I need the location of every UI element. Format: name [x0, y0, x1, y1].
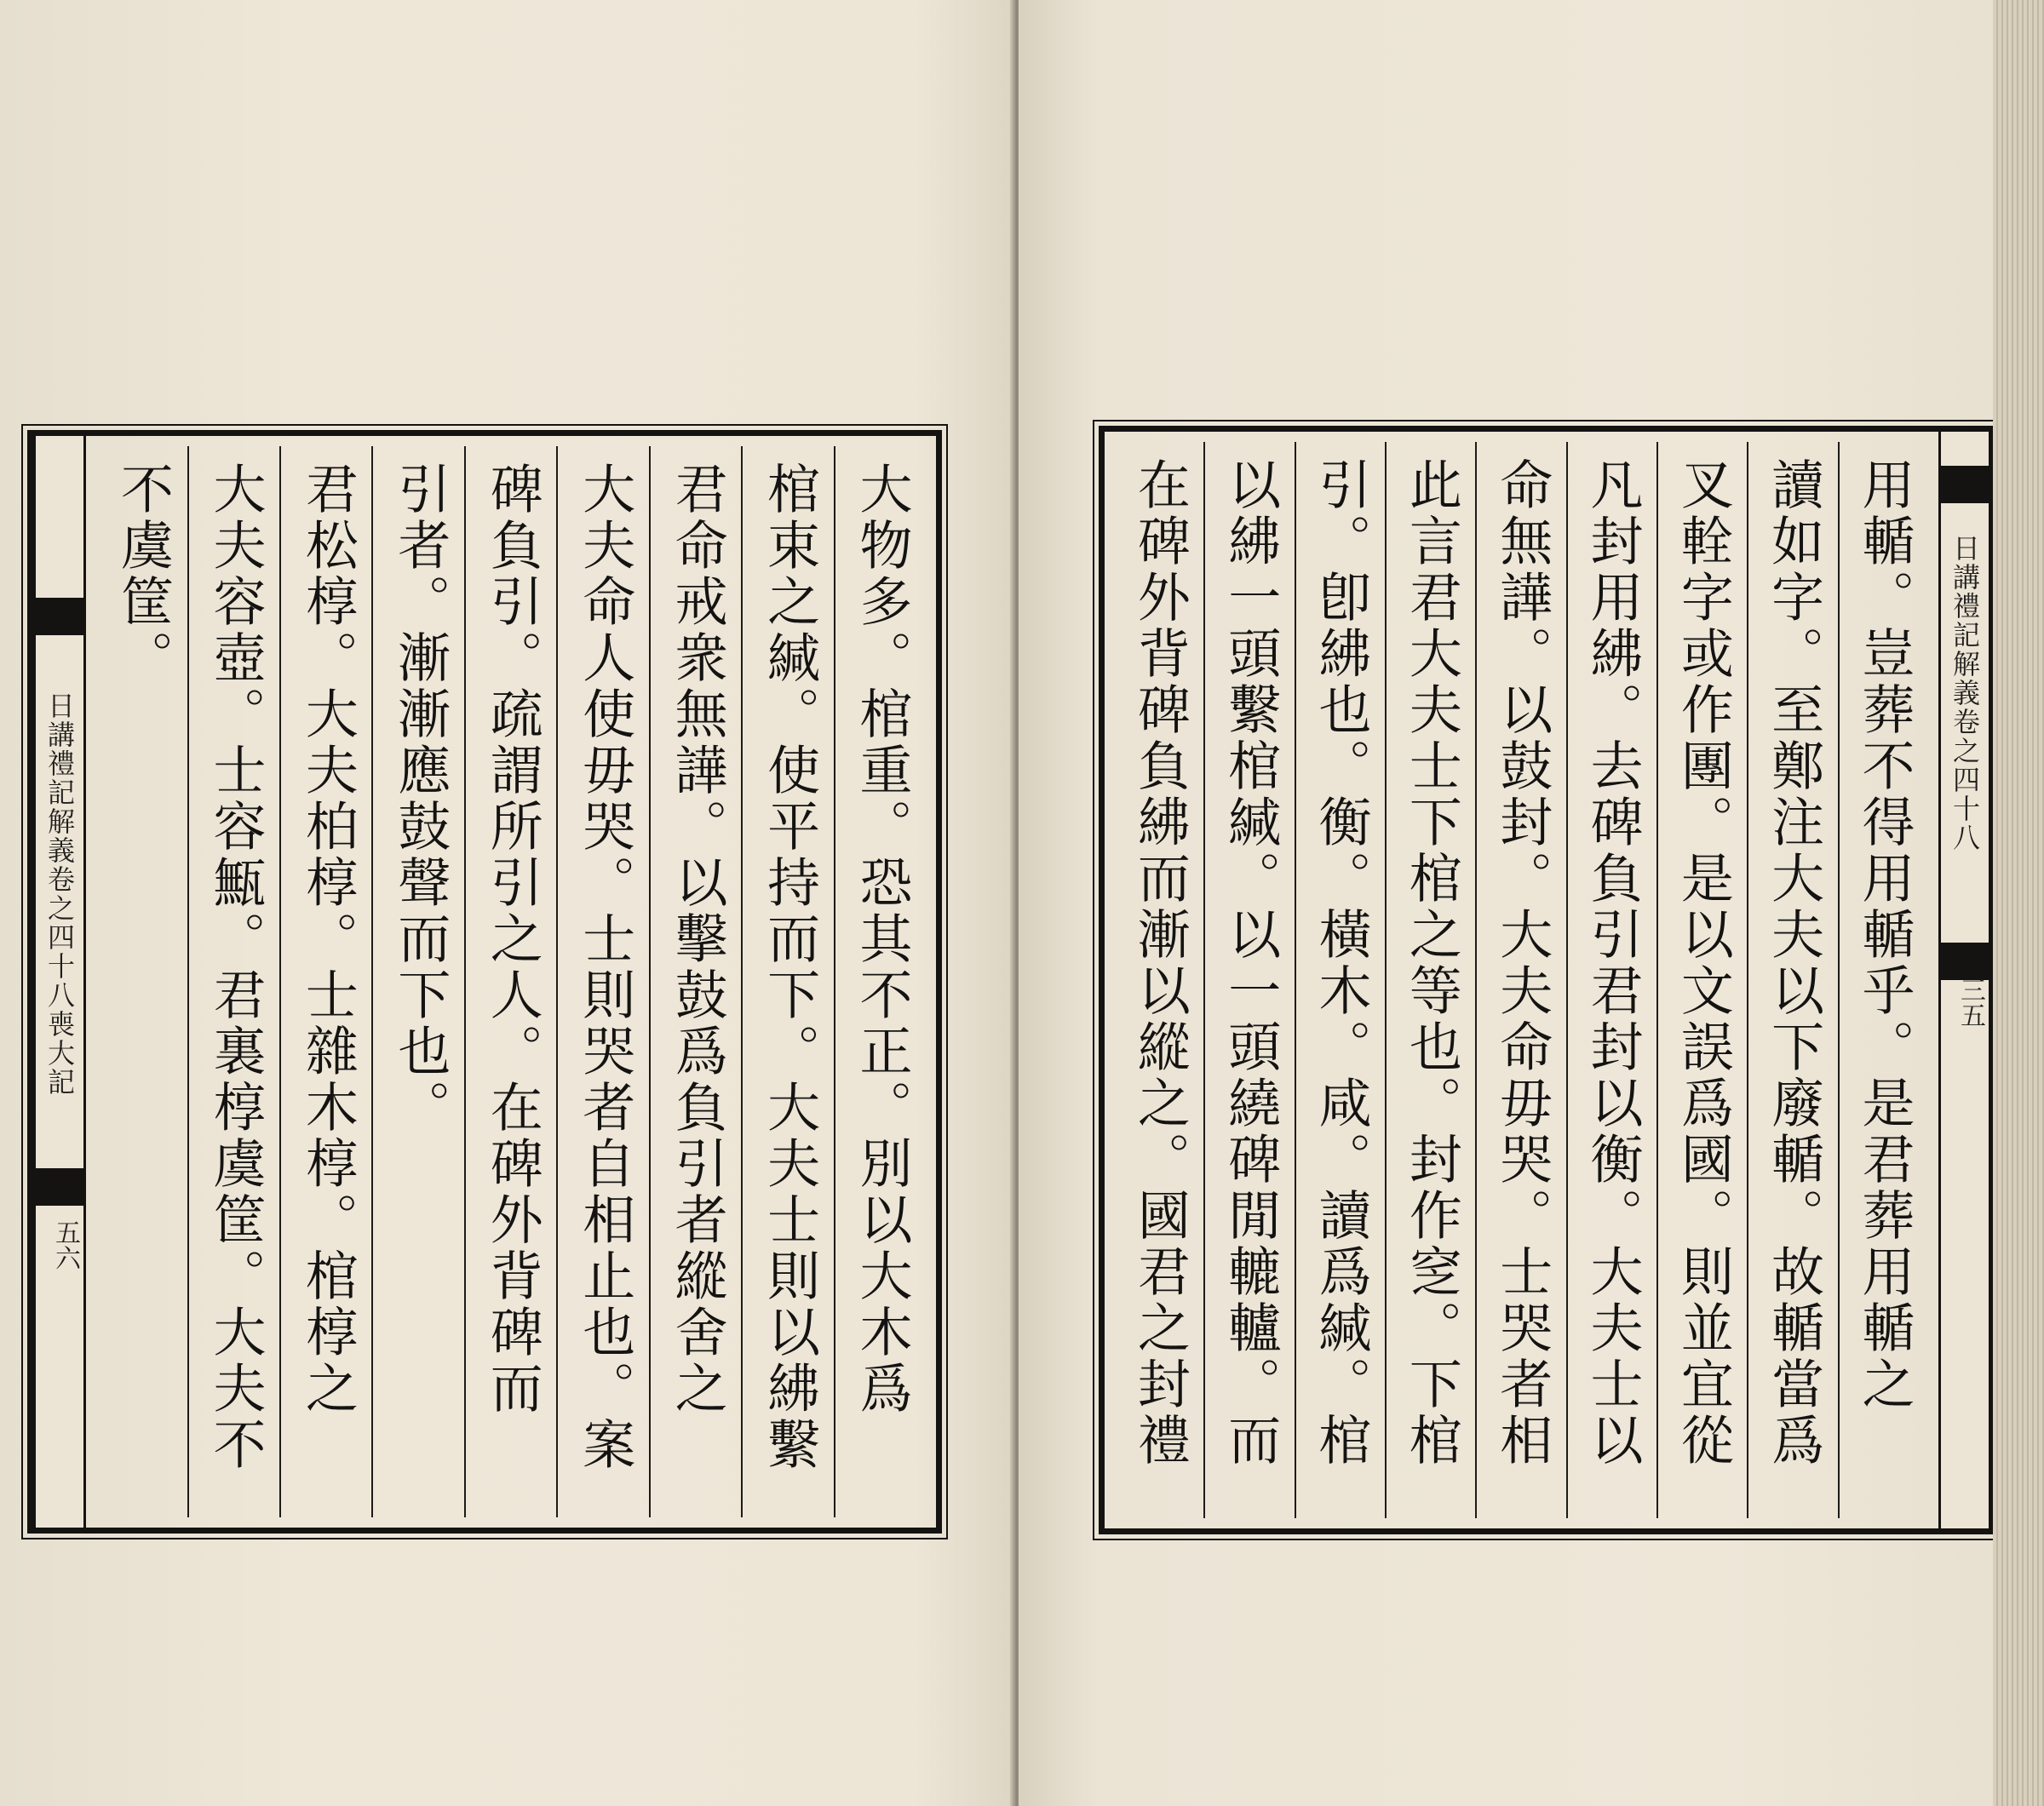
fish-tail-mark — [36, 1168, 83, 1206]
text-column: 叉輇字或作團。是以文誤爲國。則並宜從 — [1656, 442, 1747, 1518]
banxin-title: 日講禮記解義卷之四十八喪大記 — [43, 691, 76, 1097]
text-column: 君命戒衆無譁。以擊鼓爲負引者縱舍之 — [649, 446, 741, 1517]
right-page-frame — [1099, 426, 1997, 1534]
text-column: 引。卽紼也。衡。橫木。咸。讀爲緘。棺 — [1295, 442, 1385, 1518]
banxin-title: 日講禮記解義卷之四十八 — [1949, 534, 1981, 852]
right-page — [1019, 0, 2015, 1806]
text-column: 用輴。豈葬不得用輴乎。是君葬用輴之 — [1838, 442, 1928, 1518]
text-column: 凡封用紼。去碑負引君封以衡。大夫士以 — [1566, 442, 1656, 1518]
text-column: 碑負引。疏謂所引之人。在碑外背碑而 — [464, 446, 556, 1517]
text-column: 此言君大夫士下棺之等也。封作窆。下棺 — [1385, 442, 1475, 1518]
text-column: 引者。漸漸應鼓聲而下也。 — [371, 446, 463, 1517]
left-page — [0, 0, 1015, 1806]
text-column: 棺束之緘。使平持而下。大夫士則以紼繫 — [741, 446, 833, 1517]
text-column: 不虞筐。 — [112, 462, 175, 686]
page-edges — [1993, 0, 2044, 1806]
text-column: 大物多。棺重。恐其不正。別以大木爲 — [834, 446, 926, 1517]
fish-tail-mark — [36, 598, 83, 635]
right-banxin — [1938, 432, 1991, 1528]
text-column: 君松椁。大夫柏椁。士雜木椁。棺椁之 — [279, 446, 371, 1517]
page-number: 三五 — [1955, 977, 1985, 1028]
text-column: 命無譁。以鼓封。大夫命毋哭。士哭者相 — [1475, 442, 1565, 1518]
left-text-area — [96, 446, 926, 1517]
fish-tail-mark — [1941, 943, 1989, 980]
right-text-area — [1115, 442, 1928, 1518]
text-column: 大夫容壺。士容甒。君裏椁虞筐。大夫不 — [187, 446, 279, 1517]
text-column: 大夫命人使毋哭。士則哭者自相止也。案 — [556, 446, 648, 1517]
text-column: 以紼一頭繫棺緘。以一頭繞碑閒轆轤。而 — [1203, 442, 1294, 1518]
left-banxin — [33, 436, 86, 1528]
text-column: 在碑外背碑負紼而漸以縱之。國君之封禮 — [1128, 457, 1191, 1469]
left-page-frame — [27, 430, 942, 1534]
fish-tail-mark — [1941, 466, 1989, 503]
page-number: 五六 — [50, 1219, 80, 1270]
text-column: 讀如字。至鄭注大夫以下廢輴。故輴當爲 — [1747, 442, 1837, 1518]
